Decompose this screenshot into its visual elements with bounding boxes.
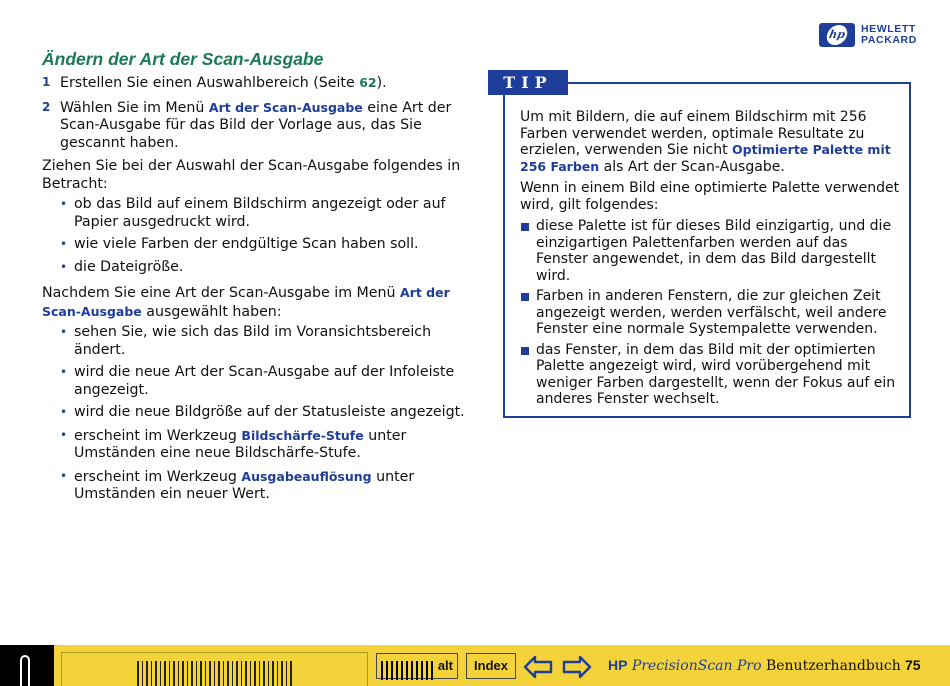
tip-list xyxy=(520,218,903,408)
after-selection-intro: Nachdem Sie eine Art der Scan-Ausgabe im Menü Art der Scan-Ausgabe ausgewählt haben: xyxy=(42,285,450,320)
tool-link[interactable]: Ausgabeauflösung xyxy=(241,468,372,484)
page-title: Ändern der Art der Scan-Ausgabe xyxy=(42,49,324,69)
step-2: 2 Wählen Sie im Menü Art der Scan-Ausgabe eine Art der Scan-Ausgabe für das Bild der Vorlage aus, das Sie gescannt haben. xyxy=(42,99,452,151)
tip-box xyxy=(503,82,911,418)
after-list xyxy=(42,324,467,504)
hp-logo-mark: hp xyxy=(819,23,855,47)
brand-line2: PACKARD xyxy=(861,34,917,46)
contents-button[interactable]: alt xyxy=(376,653,458,679)
page-corner-mark xyxy=(0,645,54,686)
menu-link[interactable]: Art der Scan-Ausgabe xyxy=(42,285,450,319)
consider-intro: Ziehen Sie bei der Auswahl der Scan-Ausgabe folgendes in Betracht: xyxy=(42,158,461,192)
palette-link[interactable]: Optimierte Palette mit 256 Farben xyxy=(520,142,891,174)
forward-arrow-icon[interactable] xyxy=(562,654,592,680)
tip-label: TIP xyxy=(488,70,568,95)
hp-logo xyxy=(819,23,917,47)
list-item: • wie viele Farben der endgültige Scan haben soll. xyxy=(42,236,467,254)
page-number: 75 xyxy=(905,657,921,673)
list-item: • ob das Bild auf einem Bildschirm angezeigt oder auf Papier ausgedruckt wird. xyxy=(42,196,467,231)
tip-paragraph-2: Wenn in einem Bild eine optimierte Palette verwendet wird, gilt folgendes: xyxy=(520,180,900,213)
step-number: 2 xyxy=(42,99,51,114)
list-item: • sehen Sie, wie sich das Bild im Voransichtsbereich ändert. xyxy=(42,324,467,359)
list-item: Farben in anderen Fenstern, die zur gleichen Zeit angezeigt werden, werden verfälscht, weil andere Fenster eine normale Systempalette verwenden. xyxy=(520,288,903,338)
tool-link[interactable]: Bildschärfe-Stufe xyxy=(241,427,364,443)
barcode-decoration xyxy=(137,661,292,686)
step-1: 1 Erstellen Sie einen Auswahlbereich (Seite 62). xyxy=(42,75,387,91)
list-item: diese Palette ist für dieses Bild einzigartig, und die einzigartigen Palettenfarben werden auf das Fenster angewendet, in dem das Bild dargestellt wird. xyxy=(520,218,903,284)
brand-line1: HEWLETT xyxy=(861,23,916,35)
footer-bar xyxy=(0,645,950,686)
index-button[interactable]: Index xyxy=(466,653,516,679)
step-number: 1 xyxy=(42,75,51,89)
barcode-icon xyxy=(381,661,433,680)
consider-list xyxy=(42,196,467,276)
list-item: das Fenster, in dem das Bild mit der optimierten Palette angezeigt wird, wird vorübergehend mit weniger Farben dargestellt, wenn der Fokus auf ein anderes Fenster wechselt. xyxy=(520,342,903,408)
list-item: • wird die neue Bildgröße auf der Statusleiste angezeigt. xyxy=(42,404,467,422)
list-item: • wird die neue Art der Scan-Ausgabe auf der Infoleiste angezeigt. xyxy=(42,364,467,399)
manual-title: HP PrecisionScan Pro Benutzerhandbuch xyxy=(608,657,901,674)
menu-link[interactable]: Art der Scan-Ausgabe xyxy=(208,99,363,115)
main-content xyxy=(42,74,467,509)
list-item: • erscheint im Werkzeug Bildschärfe-Stufe unter Umständen eine neue Bildschärfe-Stufe. xyxy=(42,427,467,463)
list-item: • erscheint im Werkzeug Ausgabeauflösung unter Umständen ein neuer Wert. xyxy=(42,468,467,504)
tip-paragraph-1: Um mit Bildern, die auf einem Bildschirm mit 256 Farben verwendet werden, optimale Resultate zu erzielen, verwenden Sie nicht Optimierte Palette mit 256 Farben als Art der Scan-Ausgabe. xyxy=(520,109,891,175)
back-arrow-icon[interactable] xyxy=(523,654,553,680)
list-item: • die Dateigröße. xyxy=(42,259,467,277)
page-link[interactable]: 62 xyxy=(359,75,377,90)
